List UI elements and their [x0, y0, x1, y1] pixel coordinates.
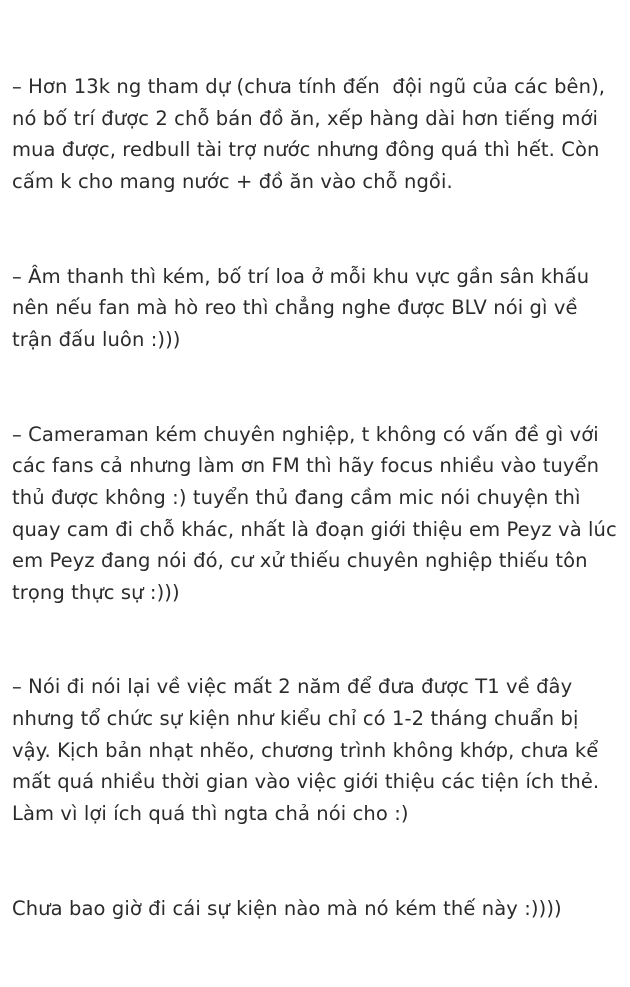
paragraph-1: – Hơn 13k ng tham dự (chưa tính đến đội ngũ của các bên), nó bố trí được 2 chỗ bán đồ ăn, xếp hàng dài hơn tiếng mới mua được, redbull tài trợ nước nhưng đông quá thì hết. Còn cấm k cho mang nước + đồ ăn vào chỗ ngồi.	[12, 75, 612, 193]
paragraph-2: – Âm thanh thì kém, bố trí loa ở mỗi khu vực gần sân khấu nên nếu fan mà hò reo thì chẳng nghe được BLV nói gì về trận đấu luôn :)))	[12, 264, 596, 351]
paragraph-5: Chưa bao giờ đi cái sự kiện nào mà nó kém thế này :))))	[12, 896, 562, 920]
paragraph-4: – Nói đi nói lại về việc mất 2 năm để đưa được T1 về đây nhưng tổ chức sự kiện như kiểu chỉ có 1-2 tháng chuẩn bị vậy. Kịch bản nhạt nhẽo, chương trình không khớp, chưa kể mất quá nhiều thời gian vào việc giới thiệu các tiện ích thẻ. Làm vì lợi ích quá thì ngta chả nói cho :)	[12, 675, 606, 825]
comment-text-body	[12, 8, 624, 987]
paragraph-3: – Cameraman kém chuyên nghiệp, t không có vấn đề gì với các fans cả nhưng làm ơn FM thì hãy focus nhiều vào tuyển thủ được không :) tuyển thủ đang cầm mic nói chuyện thì quay cam đi chỗ khác, nhất là đoạn giới thiệu em Peyz và lúc em Peyz đang nói đó, cư xử thiếu chuyên nghiệp thiếu tôn trọng thực sự :)))	[12, 422, 624, 604]
